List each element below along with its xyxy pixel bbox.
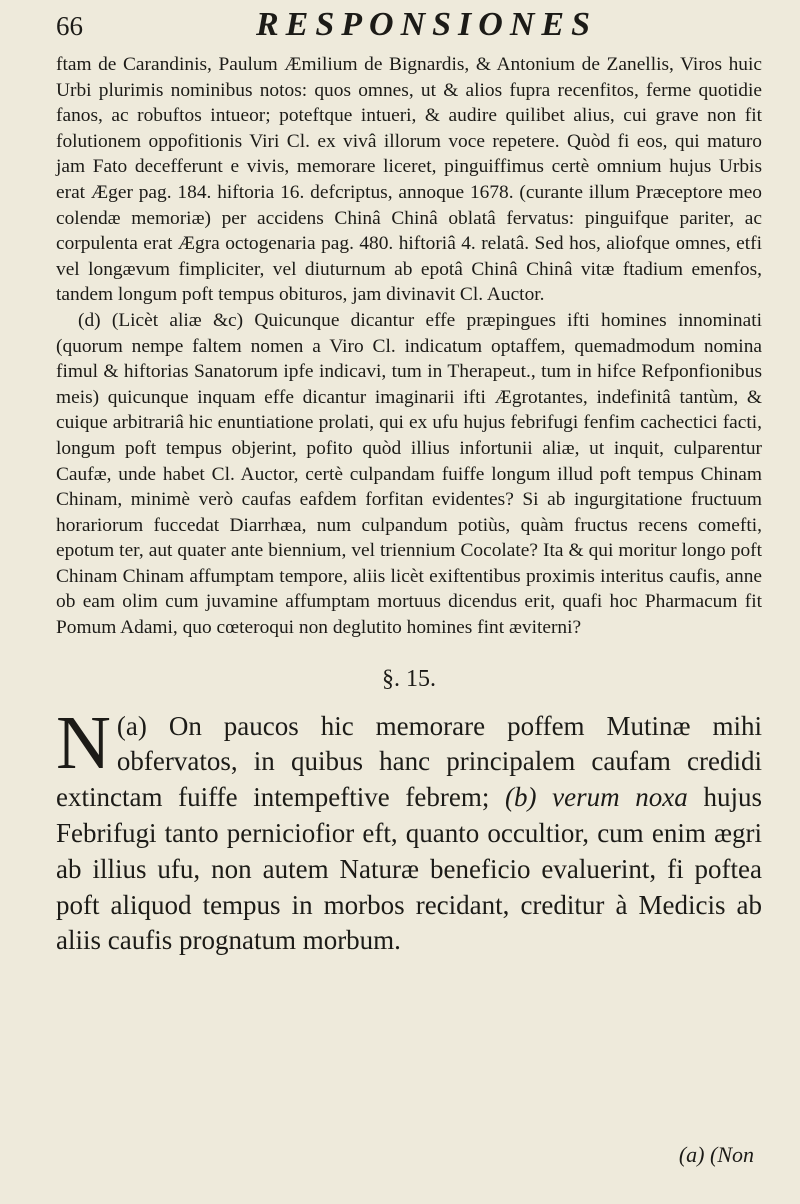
- running-title: RESPONSIONES: [256, 6, 597, 43]
- catchword: (a) (Non: [678, 1142, 754, 1167]
- note-c-paragraph: ftam de Carandinis, Paulum Æmilium de Bignardis, & Antonium de Zanellis, Viros huic Urbi plurimis nominibus notos: quos omnes, ut & alios fupra recenfitos, ferme quotidie fanos, ac robuftos intueor; poteftque intueri, & audire quilibet alius, cui grave non fit folutionem oppofitionis Viri Cl. ex vivâ illorum voce repetere. Quòd fi eos, qui maturo jam Fato decefferunt e vivis, memorare liceret, pinguiffimus certè omnium hujus Urbis erat Æger pag. 184. hiftoria 16. defcriptus, annoque 1678. (curante illum Præceptore meo colendæ memoriæ) per accidens Chinâ Chinâ oblatâ fervatus: pinguifque pariter, ac corpulenta erat Ægra octogenaria pag. 480. hiftoriâ 4. relatâ. Sed hos, aliofque omnes, etfi vel longævum fimpliciter, vel diuturnum ab epotâ Chinâ Chinâ vitæ ftadium emenfos, tandem longum poft tempus obituros, jam divinavit Cl. Auctor.: [56, 54, 762, 306]
- main-paragraph-text-2: hujus Febrifugi tanto perniciofior eft, quanto occultior, cum enim ægri ab illius ufu, non autem Naturæ beneficio evaluerint, fi poftea poft aliquod tempus in morbos recidant, creditur à Medicis ab aliis caufis prognatum morbum.: [56, 782, 762, 956]
- note-d-paragraph: (d) (Licèt aliæ &c) Quicunque dicantur effe præpingues ifti homines innominati (quorum nempe faltem nomen a Viro Cl. indicatum optaffem, quemadmodum nomina fimul & hiftorias Sanatorum ipfe indicavi, tum in Therapeut., tum in hifce Refponfionibus meis) quicunque inquam effe dicantur imaginarii ifti Ægrotantes, indefinitâ tantùm, & cuique arbitrariâ hic enuntiatione prolati, qui ex ufu hujus febrifugi fenfim cachectici facti, longum poft tempus objerint, pofito quòd illius infortunii aliæ, ut inquit, culparentur Caufæ, unde habet Cl. Auctor, certè culpandam fuiffe longum illud poft tempus Chinam Chinam, minimè verò caufas eafdem forfitan evidentes? Si ab ingurgitatione fructuum horariorum fuccedat Diarrhæa, num culpandum potiùs, quàm fructus recens comefti, epotum ter, aut quater ante biennium, vel triennium Cocolate? Ita & qui moritur longo poft Chinam Chinam affumptam tempore, aliis licèt exiftentibus proximis interitus caufis, anne ob eam olim cum juvamine affumptam mortuus dicendus erit, quafi hoc Pharmacum fit Pomum Adami, quo cœteroqui non deglutito homines fint æviterni?: [56, 309, 762, 639]
- main-paragraph-label: (a): [116, 710, 147, 741]
- footnote-ref-b: (b) verum noxa: [505, 782, 688, 813]
- main-paragraph: [56, 700, 762, 960]
- page-number: 66: [56, 11, 83, 41]
- drop-cap: N: [56, 700, 111, 785]
- section-mark: §. 15.: [382, 665, 436, 692]
- page-header: [56, 6, 762, 52]
- main-paragraph-text-1: On paucos hic memorare poffem Mutinæ mihi obfervatos, in quibus hanc principalem caufam credidi extinctam fuiffe intempeftive febrem;: [56, 710, 762, 813]
